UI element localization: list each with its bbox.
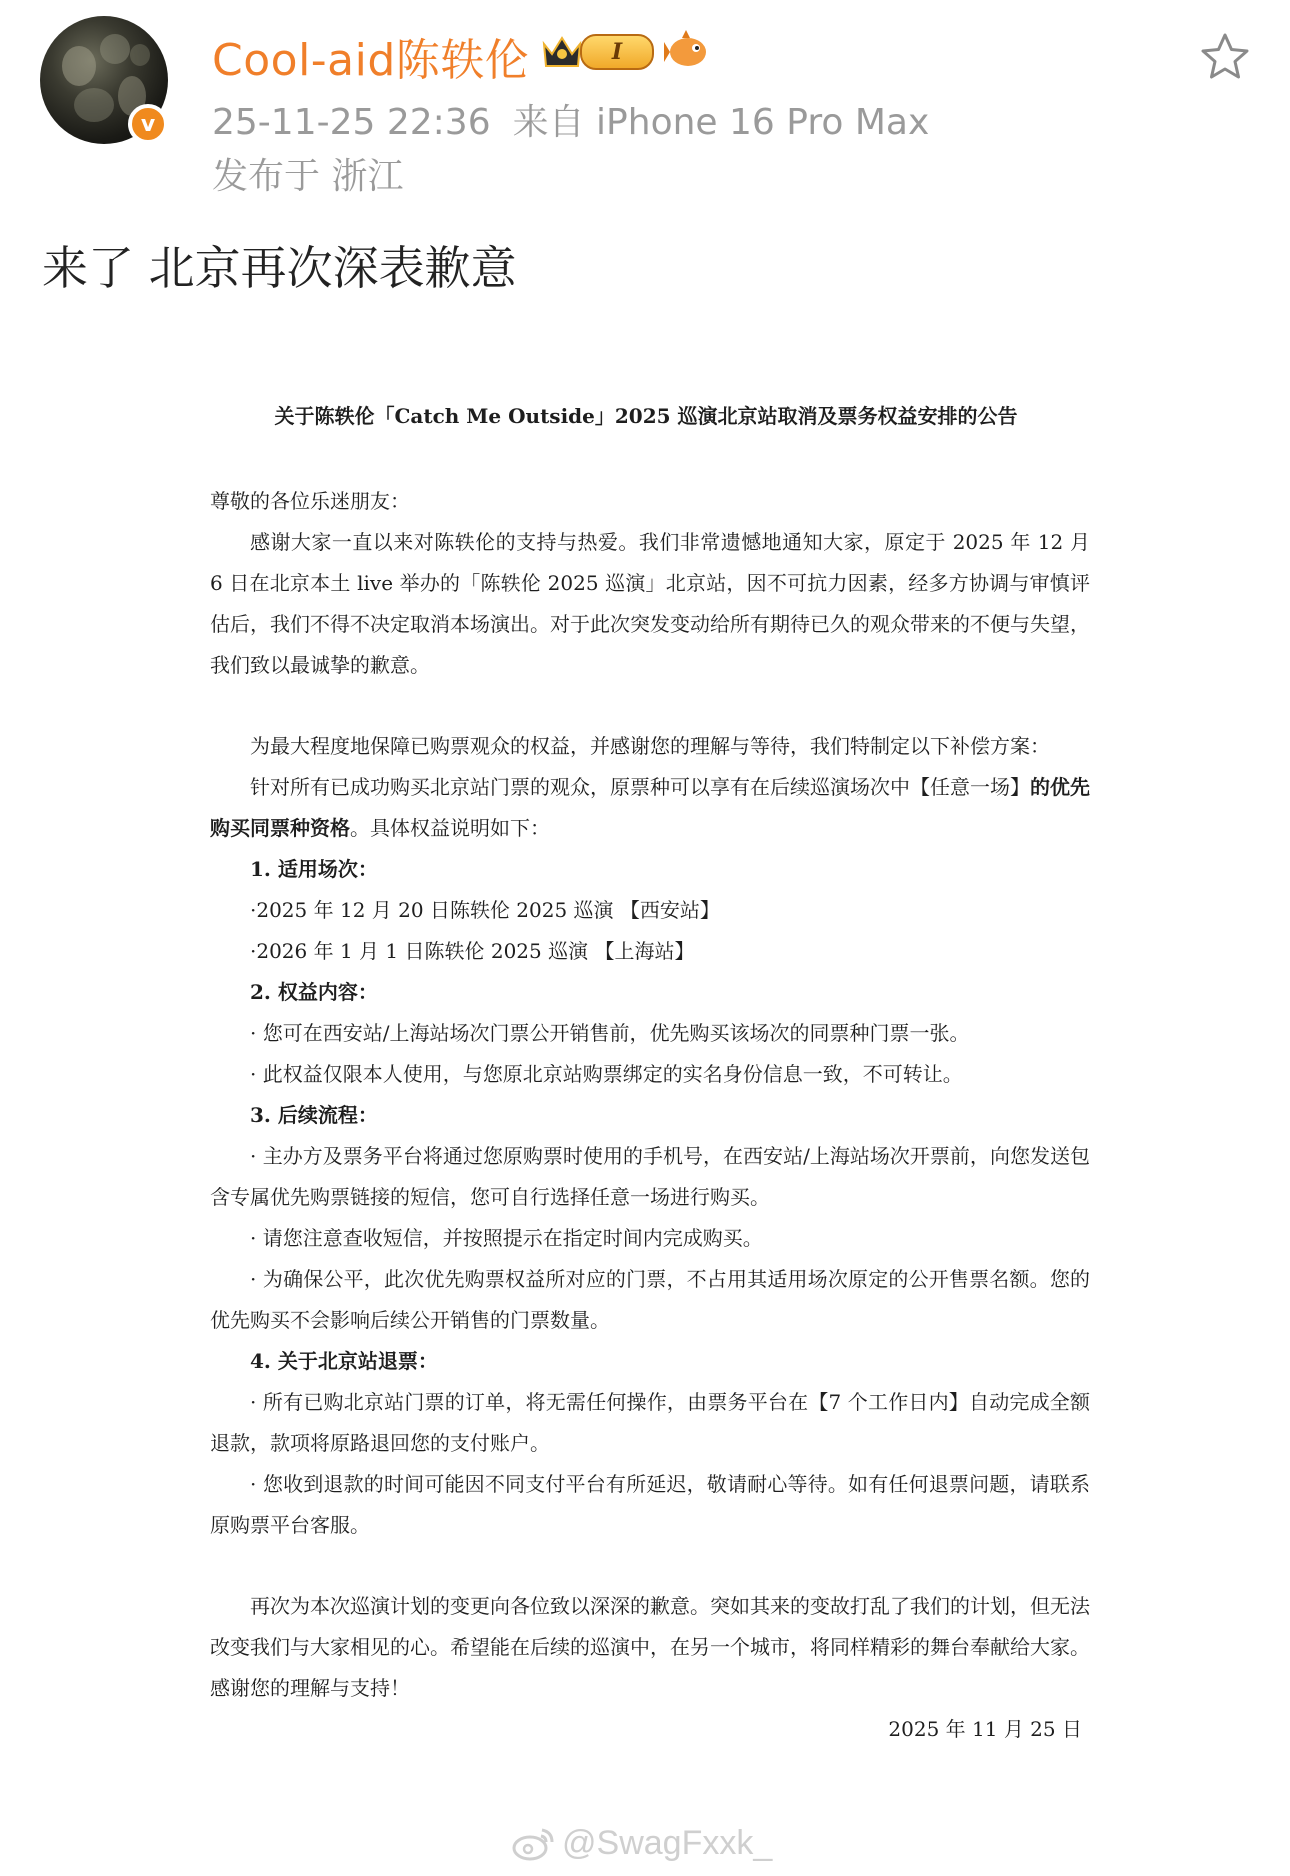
doc-section-1-item: ·2026 年 1 月 1 日陈轶伦 2025 巡演 【上海站】 <box>250 939 695 963</box>
post-timestamp: 25-11-25 22:36 <box>212 102 491 143</box>
post-meta <box>212 94 929 145</box>
doc-section-3-title: 3. 后续流程： <box>250 1103 378 1127</box>
vip-badge[interactable] <box>540 30 656 74</box>
doc-section-4-item: · 您收到退款的时间可能因不同支付平台有所延迟，敬请耐心等待。如有任何退票问题，请联系原购票平台客服。 <box>210 1472 1090 1537</box>
doc-section-2-item: · 此权益仅限本人使用，与您原北京站购票绑定的实名身份信息一致，不可转让。 <box>250 1062 963 1086</box>
doc-section-2-title: 2. 权益内容： <box>250 980 378 1004</box>
doc-p3-bold: 的优先购买同票种资格 <box>210 775 1090 840</box>
doc-title: 关于陈轶伦「Catch Me Outside」2025 巡演北京站取消及票务权益安排的公告 <box>274 404 1018 428</box>
doc-greeting: 尊敬的各位乐迷朋友： <box>210 489 410 513</box>
doc-section-3-item: · 主办方及票务平台将通过您原购票时使用的手机号，在西安站/上海站场次开票前，向您发送包含专属优先购票链接的短信，您可自行选择任意一场进行购买。 <box>210 1144 1090 1209</box>
doc-section-1-item: ·2025 年 12 月 20 日陈轶伦 2025 巡演 【西安站】 <box>250 898 720 922</box>
crown-icon <box>540 32 584 72</box>
doc-paragraph-1: 感谢大家一直以来对陈轶伦的支持与热爱。我们非常遗憾地通知大家，原定于 2025 年 12 月 6 日在北京本土 live 举办的「陈轶伦 2025 巡演」北京站，因不可抗力因素，经多方协调与审慎评估后，我们不得不决定取消本场演出。对于此次突发变动给所有期待已久的观众带来的不便与失望，我们致以最诚挚的歉意。 <box>210 530 1090 677</box>
doc-closing: 再次为本次巡演计划的变更向各位致以深深的歉意。突如其来的变故打乱了我们的计划，但无法改变我们与大家相见的心。希望能在后续的巡演中，在另一个城市，将同样精彩的舞台奉献给大家。感谢您的理解与支持！ <box>210 1594 1090 1700</box>
doc-section-2-item: · 您可在西安站/上海站场次门票公开销售前，优先购买该场次的同票种门票一张。 <box>250 1021 970 1045</box>
doc-paragraph-3 <box>210 767 1090 849</box>
doc-p3-tail: 。具体权益说明如下： <box>350 816 550 840</box>
post-source: 来自 iPhone 16 Pro Max <box>512 102 930 143</box>
star-icon[interactable] <box>1198 30 1252 84</box>
watermark-text: @SwagFxxk_ <box>562 1824 773 1862</box>
doc-date: 2025 年 11 月 25 日 <box>888 1717 1082 1741</box>
doc-section-3-item: · 为确保公平，此次优先购票权益所对应的门票，不占用其适用场次原定的公开售票名额。您的优先购买不会影响后续公开销售的门票数量。 <box>210 1267 1090 1332</box>
weibo-logo-icon <box>512 1826 556 1862</box>
fish-icon <box>664 28 710 72</box>
doc-paragraph-2: 为最大程度地保障已购票观众的权益，并感谢您的理解与等待，我们特制定以下补偿方案： <box>250 734 1050 758</box>
username[interactable]: Cool-aid陈轶伦 <box>212 35 530 86</box>
announcement-document[interactable] <box>210 400 1090 1750</box>
doc-p3-normal: 针对所有已成功购买北京站门票的观众，原票种可以享有在后续巡演场次中【任意一场】 <box>250 775 1030 799</box>
doc-section-4-title: 4. 关于北京站退票： <box>250 1349 438 1373</box>
doc-section-4-item: · 所有已购北京站门票的订单，将无需任何操作，由票务平台在【7 个工作日内】自动完成全额退款，款项将原路退回您的支付账户。 <box>210 1390 1090 1455</box>
verified-v-icon: v <box>128 104 168 144</box>
doc-section-1-title: 1. 适用场次： <box>250 857 378 881</box>
doc-section-3-item: · 请您注意查收短信，并按照提示在指定时间内完成购买。 <box>250 1226 763 1250</box>
vip-level: I <box>580 34 654 70</box>
post-text: 来了 北京再次深表歉意 <box>42 241 517 295</box>
post-location: 发布于 浙江 <box>212 156 404 197</box>
watermark <box>512 1824 772 1863</box>
